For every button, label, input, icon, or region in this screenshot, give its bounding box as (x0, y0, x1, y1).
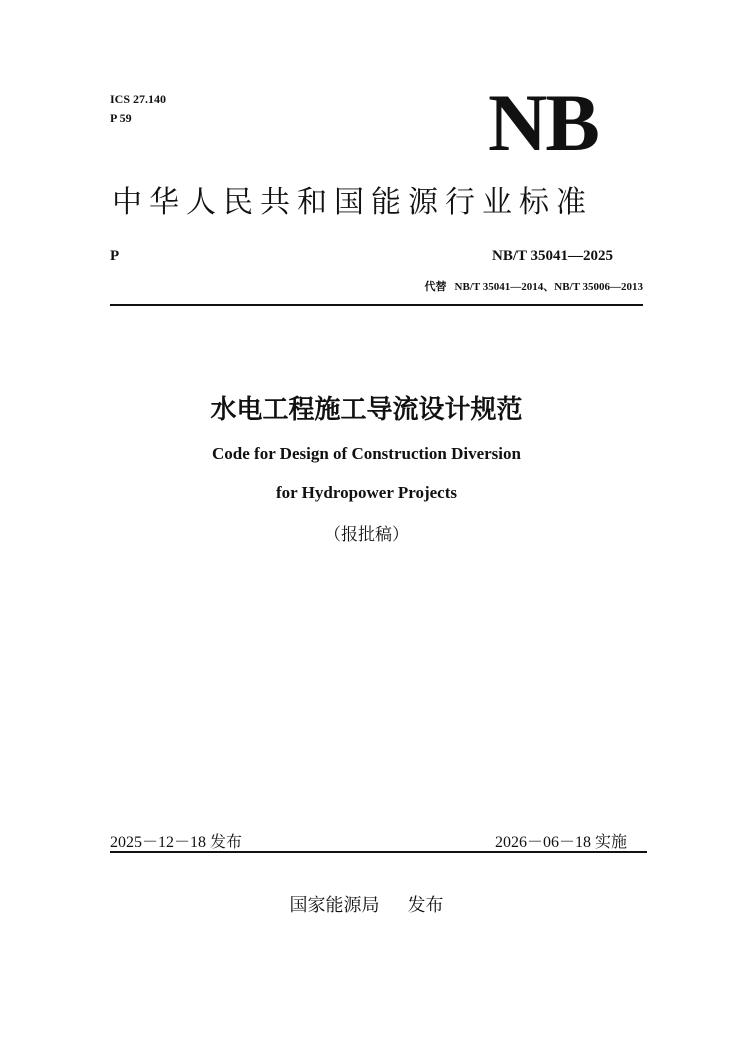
implement-date (495, 829, 627, 852)
title-chinese: 水电工程施工导流设计规范 (210, 395, 523, 425)
ics-code: ICS 27.140 (110, 92, 167, 106)
replaces-value: NB/T 35041—2014、NB/T 35006—2013 (454, 281, 643, 293)
implement-date-value: 2026－06－18 (494, 834, 591, 851)
replaces-label: 代替 (424, 280, 447, 293)
draft-note: （报批稿） (324, 525, 409, 545)
implement-date-label: 实施 (594, 832, 627, 851)
publisher-line (0, 891, 733, 917)
issue-date (110, 829, 242, 852)
standard-category: 中华人民共和国能源行业标准 (112, 185, 593, 220)
issue-date-value: 2025－12－18 (110, 834, 207, 851)
top-divider (110, 304, 643, 306)
bottom-divider (110, 851, 647, 853)
title-english-line2: for Hydropower Projects (276, 483, 457, 502)
nb-logo: NB (488, 77, 598, 168)
p-mark: P (110, 248, 120, 264)
standard-number: NB/T 35041—2025 (492, 248, 613, 264)
issue-date-label: 发布 (210, 832, 243, 851)
replaces-line (425, 278, 643, 294)
classification-code: P 59 (110, 111, 132, 125)
title-english-line1: Code for Design of Construction Diversion (212, 444, 521, 463)
publisher-name: 国家能源局 (289, 895, 380, 916)
publish-label: 发布 (407, 895, 444, 916)
